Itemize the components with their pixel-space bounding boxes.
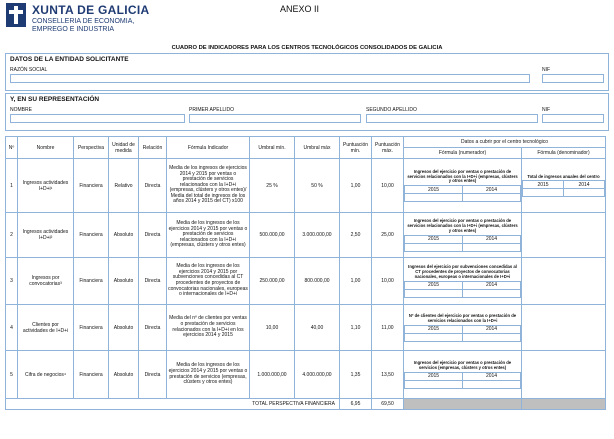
nif-field[interactable] [542,74,604,83]
header-relacion: Relación [139,137,167,159]
denominador-text: Total de ingresos anuales del centro [527,173,600,179]
table-row [6,258,606,305]
section-title-representacion: Y, EN SU REPRESENTACIÓN [10,96,100,103]
cell-formula: Media del nº de clientes por ventas o prestación de servicios relacionados con la I+D+i en los ejercicios 2014 y 2015 [167,305,250,351]
denominador-years [522,180,605,197]
cell-nombre: Cifra de negocios⁴ [18,351,74,399]
numerador-text: Nº de clientes del ejercicio por ventas o prestación de servicios relacionados con la I+D+i [408,313,517,323]
value-2015-field[interactable] [405,243,463,251]
header-unidad: Unidad de medida [109,137,139,159]
numerador-years [404,235,521,252]
cell-unidad: Absoluto [109,213,139,258]
cell-numerador [404,159,522,213]
cell-denominador [522,258,606,305]
total-puntuacion-min: 6,95 [340,399,372,410]
numerador-years [404,185,521,202]
total-label: TOTAL PERSPECTIVA FINANCIERA [6,399,340,410]
cell-relacion: Directa [139,305,167,351]
representacion-section [5,93,609,131]
solicitante-section [5,53,609,91]
year-2015: 2015 [405,281,463,289]
cell-denominador [522,213,606,258]
year-2015: 2015 [405,372,463,380]
header-umbral-min: Umbral mín. [250,137,295,159]
razon-social-label: RAZÓN SOCIAL [10,67,48,73]
cell-numerador [404,258,522,305]
cell-numerador [404,305,522,351]
numerador-text: Ingresos del ejercicio por ventas o prestación de servicios relacionados con la I+D+i (empresas, clústers y otros entes) [407,218,518,233]
segundo-apellido-field[interactable] [366,114,538,123]
numerador-years [404,325,521,342]
section-title-solicitante: DATOS DE LA ENTIDAD SOLICITANTE [10,56,129,63]
year-2014: 2014 [463,235,521,243]
logo-subtitle-1: CONSELLERIA DE ECONOMIA, [32,18,135,25]
value-2014-field[interactable] [463,243,521,251]
cell-umbral-max: 40,00 [295,305,340,351]
cell-n: 2 [6,213,18,258]
numerador-years [404,281,521,298]
cell-punt-min: 1,00 [340,159,372,213]
cell-umbral-max: 50 % [295,159,340,213]
year-2015: 2015 [405,325,463,333]
nif-label: NIF [542,67,551,73]
year-2014: 2014 [463,281,521,289]
logo-subtitle-2: EMPREGO E INDUSTRIA [32,26,115,33]
total-shaded-denominador [522,399,606,410]
cell-formula: Media de los ingresos de los ejercicios 2014 y 2015 por ventas o prestación de servicios (empresas, clústers y otros entes) [167,351,250,399]
header-puntuacion-min: Puntuación mín. [340,137,372,159]
total-puntuacion-max: 69,50 [372,399,404,410]
segundo-apellido-label: SEGUNDO APELLIDO [366,107,417,113]
anexo-label: ANEXO II [280,4,320,14]
header-perspectiva: Perspectiva [74,137,109,159]
primer-apellido-label: PRIMER APELLIDO [189,107,235,113]
header-denominador: Fórmula (denominador) [522,148,606,159]
cell-denominador [522,351,606,399]
table-row [6,351,606,399]
nif-rep-field[interactable] [542,114,604,123]
nombre-field[interactable] [10,114,185,123]
cell-perspectiva: Financiera [74,351,109,399]
xunta-cross-icon [6,3,26,27]
nombre-label: NOMBRE [10,107,32,113]
table-row [6,213,606,258]
cell-umbral-max: 3.000.000,00 [295,213,340,258]
cell-denominador [522,159,606,213]
cell-umbral-min: 10,00 [250,305,295,351]
year-2014: 2014 [564,181,605,189]
cell-unidad: Relativo [109,159,139,213]
value-2015-field[interactable] [405,289,463,297]
cell-umbral-max: 4.000.000,00 [295,351,340,399]
value-2015-field[interactable] [405,194,463,202]
cell-punt-min: 1,00 [340,258,372,305]
primer-apellido-field[interactable] [189,114,361,123]
value-2014-field[interactable] [463,194,521,202]
cell-punt-max: 13,50 [372,351,404,399]
cell-perspectiva: Financiera [74,258,109,305]
cell-unidad: Absoluto [109,305,139,351]
cell-n: 3 [6,258,18,305]
cell-perspectiva: Financiera [74,159,109,213]
cell-punt-min: 1,10 [340,305,372,351]
header-formula: Fórmula Indicador [167,137,250,159]
year-2015: 2015 [405,186,463,194]
value-2014-field[interactable] [463,333,521,341]
year-2014: 2014 [463,372,521,380]
year-2014: 2014 [463,325,521,333]
cell-perspectiva: Financiera [74,213,109,258]
cell-relacion: Directa [139,213,167,258]
cell-relacion: Directa [139,258,167,305]
year-2014: 2014 [463,186,521,194]
year-2015: 2015 [405,235,463,243]
cell-umbral-min: 250.000,00 [250,258,295,305]
cell-formula: Media de los ingresos de ejercicios 2014 y 2015 por ventas o prestación de servicios relacionados con la I+D+i (empresas, clústers y otros entes)/ Media del total de ingresos de los años 2014 y 2015 del CT) x100 [167,159,250,213]
cell-numerador [404,351,522,399]
cell-umbral-max: 800.000,00 [295,258,340,305]
cell-numerador [404,213,522,258]
cell-perspectiva: Financiera [74,305,109,351]
cell-formula: Media de los ingresos de los ejercicios 2014 y 2015 por ventas o prestación de servicios relacionados con la I+D+i (empresas, clústers y otros entes) [167,213,250,258]
numerador-text: Ingresos del ejercicio por ventas o prestación de servicios (empresas, clústers y otros entes) [413,360,512,370]
header-n: Nº [6,137,18,159]
table-row [6,159,606,213]
cell-nombre: Ingresos actividades I+D+i¹ [18,159,74,213]
document-title: CUADRO DE INDICADORES PARA LOS CENTROS TECNOLÓGICOS CONSOLIDADOS DE GALICIA [171,45,443,51]
cell-unidad: Absoluto [109,258,139,305]
logo-title: XUNTA DE GALICIA [32,3,150,17]
cell-formula: Media de los ingresos de los ejercicios 2014 y 2015 por subvenciones concedidas al CT procedentes de proyectos de convocatorias nacionales, europeas o internacionales de I+D+i [167,258,250,305]
numerador-text: Ingresos del ejercicio por ventas o prestación de servicios relacionados con la I+D+i (empresas, clústers y otros entes) [407,168,518,184]
cell-punt-max: 25,00 [372,213,404,258]
header-nombre: Nombre [18,137,74,159]
value-2014-field[interactable] [463,289,521,297]
cell-relacion: Directa [139,159,167,213]
cell-unidad: Absoluto [109,351,139,399]
cell-umbral-min: 500.000,00 [250,213,295,258]
header-numerador: Fórmula (numerador) [404,148,522,159]
value-2014-field[interactable] [564,189,605,197]
value-2015-field[interactable] [523,189,564,197]
table-row [6,305,606,351]
header-datos: Datos a cubrir por el centro tecnológico [404,137,606,148]
cell-n: 5 [6,351,18,399]
cell-n: 4 [6,305,18,351]
numerador-years [404,372,521,389]
cell-punt-max: 11,00 [372,305,404,351]
nif-rep-label: NIF [542,107,551,113]
cell-umbral-min: 1.000.000,00 [250,351,295,399]
indicators-table [5,136,606,410]
value-2014-field[interactable] [463,380,521,388]
cell-punt-max: 10,00 [372,159,404,213]
cell-punt-max: 10,00 [372,258,404,305]
year-2015: 2015 [523,181,564,189]
total-shaded-numerador [404,399,522,410]
cell-denominador [522,305,606,351]
header-umbral-max: Umbral máx [295,137,340,159]
cell-punt-min: 2,50 [340,213,372,258]
cell-punt-min: 1,35 [340,351,372,399]
cell-umbral-min: 25 % [250,159,295,213]
xunta-logo [6,3,186,45]
cell-nombre: Ingresos por convocatorias³ [18,258,74,305]
value-2015-field[interactable] [405,380,463,388]
cell-nombre: Clientes por actividades de I+D+i [18,305,74,351]
razon-social-field[interactable] [10,74,530,83]
cell-n: 1 [6,159,18,213]
numerador-text: Ingresos del ejercicio por subvenciones concedidas al CT procedentes de proyectos de convocatorias nacionales, europeas o internacionales de I+D+i [408,264,517,279]
value-2015-field[interactable] [405,333,463,341]
header-puntuacion-max: Puntuación máx. [372,137,404,159]
cell-nombre: Ingresos actividades I+D+i² [18,213,74,258]
cell-relacion: Directa [139,351,167,399]
